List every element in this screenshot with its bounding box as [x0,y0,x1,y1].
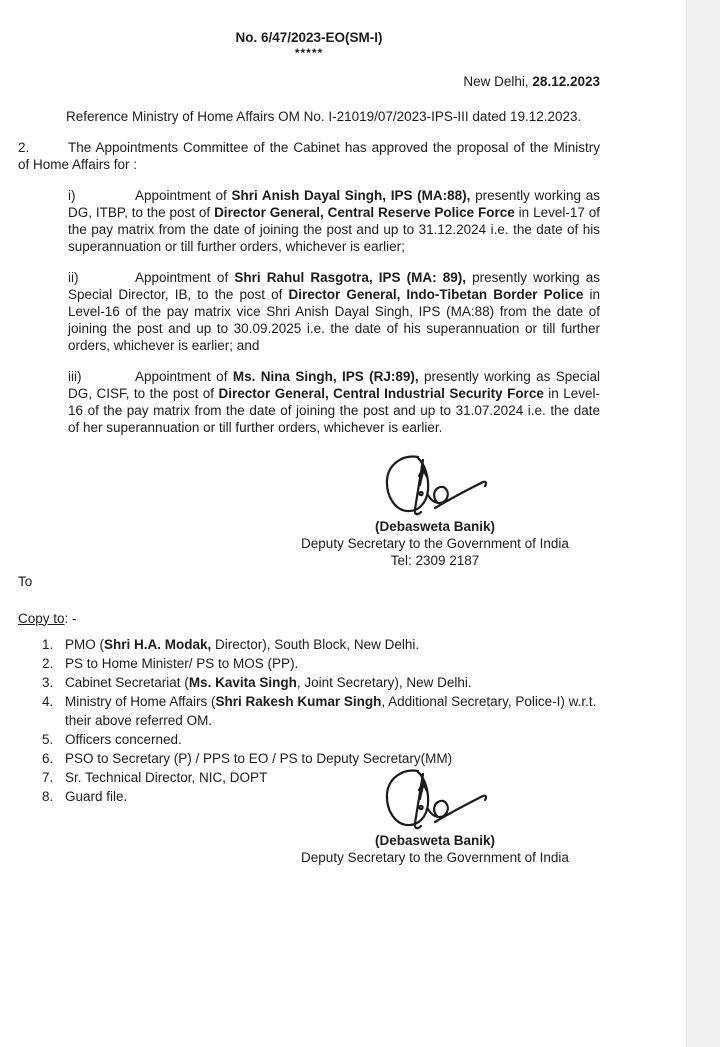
to-label: To [18,573,33,589]
copy-to-item [42,787,600,806]
copy-to-item [42,635,600,654]
copy-item-text: Cabinet Secretariat (Ms. Kavita Singh, Joint Secretary), New Delhi. [65,674,472,690]
place-text: New Delhi, [463,73,533,89]
item-number: ii) [68,269,79,285]
item-text: Appointment of Shri Anish Dayal Singh, IPS (MA:88), presently working as DG, ITBP, to the post of Director General, Central Reserve Police Force in Level-17 of the pay matrix from the date of joining the post and up to 31.12.2024 i.e. the date of his superannuation or till further orders, whichever is earlier; [68,187,600,254]
reference-paragraph: Reference Ministry of Home Affairs OM No. I-21019/07/2023-IPS-III dated 19.12.2023. [66,108,582,124]
copy-to-item [42,730,600,749]
approval-paragraph [18,139,600,173]
item-number: i) [68,187,76,203]
date-text: 28.12.2023 [532,73,600,89]
appointment-items [18,187,600,436]
appointment-item [68,269,600,354]
signature-image [375,452,495,518]
copy-item-number: 3. [42,674,54,690]
item-text: Appointment of Shri Rahul Rasgotra, IPS (MA: 89), presently working as Special Director, IB, to the post of Director General, Indo-Tibetan Border Police in Level-16 of the pay matrix vice Shri Anish Dayal Singh, IPS (MA:88) from the date of joining the post and up to 30.09.2025 i.e. the date of his superannuation or till further orders, whichever is earlier; and [68,269,600,353]
copy-item-number: 5. [42,731,54,747]
item-number: iii) [68,368,82,384]
copy-to-item [42,749,600,768]
copy-item-number: 8. [42,788,54,804]
copy-to-item [42,768,600,787]
paragraph-number: 2. [18,139,30,155]
copy-item-text: PMO (Shri H.A. Modak, Director), South Block, New Delhi. [65,636,420,652]
copy-item-text: Sr. Technical Director, NIC, DOPT [65,769,268,785]
approval-paragraph-text: The Appointments Committee of the Cabinet has approved the proposal of the Ministry of Home Affairs for : [18,139,600,172]
item-text: Appointment of Ms. Nina Singh, IPS (RJ:89), presently working as Special DG, CISF, to the post of Director General, Central Industrial Security Force in Level-16 of the pay matrix from the date of joining the post and up to 31.07.2024 i.e. the date of her superannuation or till further orders, whichever is earlier. [68,368,601,435]
letterhead [18,0,600,59]
copy-item-text: Officers concerned. [65,731,182,747]
signatory-name: (Debasweta Banik) [374,832,496,848]
signature-block-1 [270,452,600,569]
page-edge-strip [686,0,720,1047]
copy-to-heading: Copy to: - [18,610,77,626]
copy-item-number: 2. [42,655,54,671]
copy-to-list [18,635,600,806]
copy-item-text: PSO to Secretary (P) / PPS to EO / PS to Deputy Secretary(MM) [65,750,453,766]
signatory-tel: Tel: 2309 2187 [390,552,480,568]
copy-item-number: 1. [42,636,54,652]
copy-item-text: Ministry of Home Affairs (Shri Rakesh Kumar Singh, Additional Secretary, Police-I) w.r.t. their above referred OM. [65,693,597,728]
copy-item-number: 6. [42,750,54,766]
memo-document [18,0,600,866]
divider-stars: ***** [294,45,324,60]
copy-to-item [42,692,600,730]
appointment-item [68,187,600,255]
signatory-name: (Debasweta Banik) [374,518,496,534]
copy-item-number: 7. [42,769,54,785]
reference-number: No. 6/47/2023-EO(SM-I) [235,30,383,45]
signatory-title: Deputy Secretary to the Government of India [301,849,569,865]
signatory-title: Deputy Secretary to the Government of India [301,535,569,551]
appointment-item [68,368,600,436]
copy-item-text: PS to Home Minister/ PS to MOS (PP). [65,655,299,671]
copy-to-item [42,654,600,673]
copy-to-item [42,673,600,692]
place-date-line [18,73,600,90]
copy-item-number: 4. [42,693,54,709]
copy-item-text: Guard file. [65,788,128,804]
